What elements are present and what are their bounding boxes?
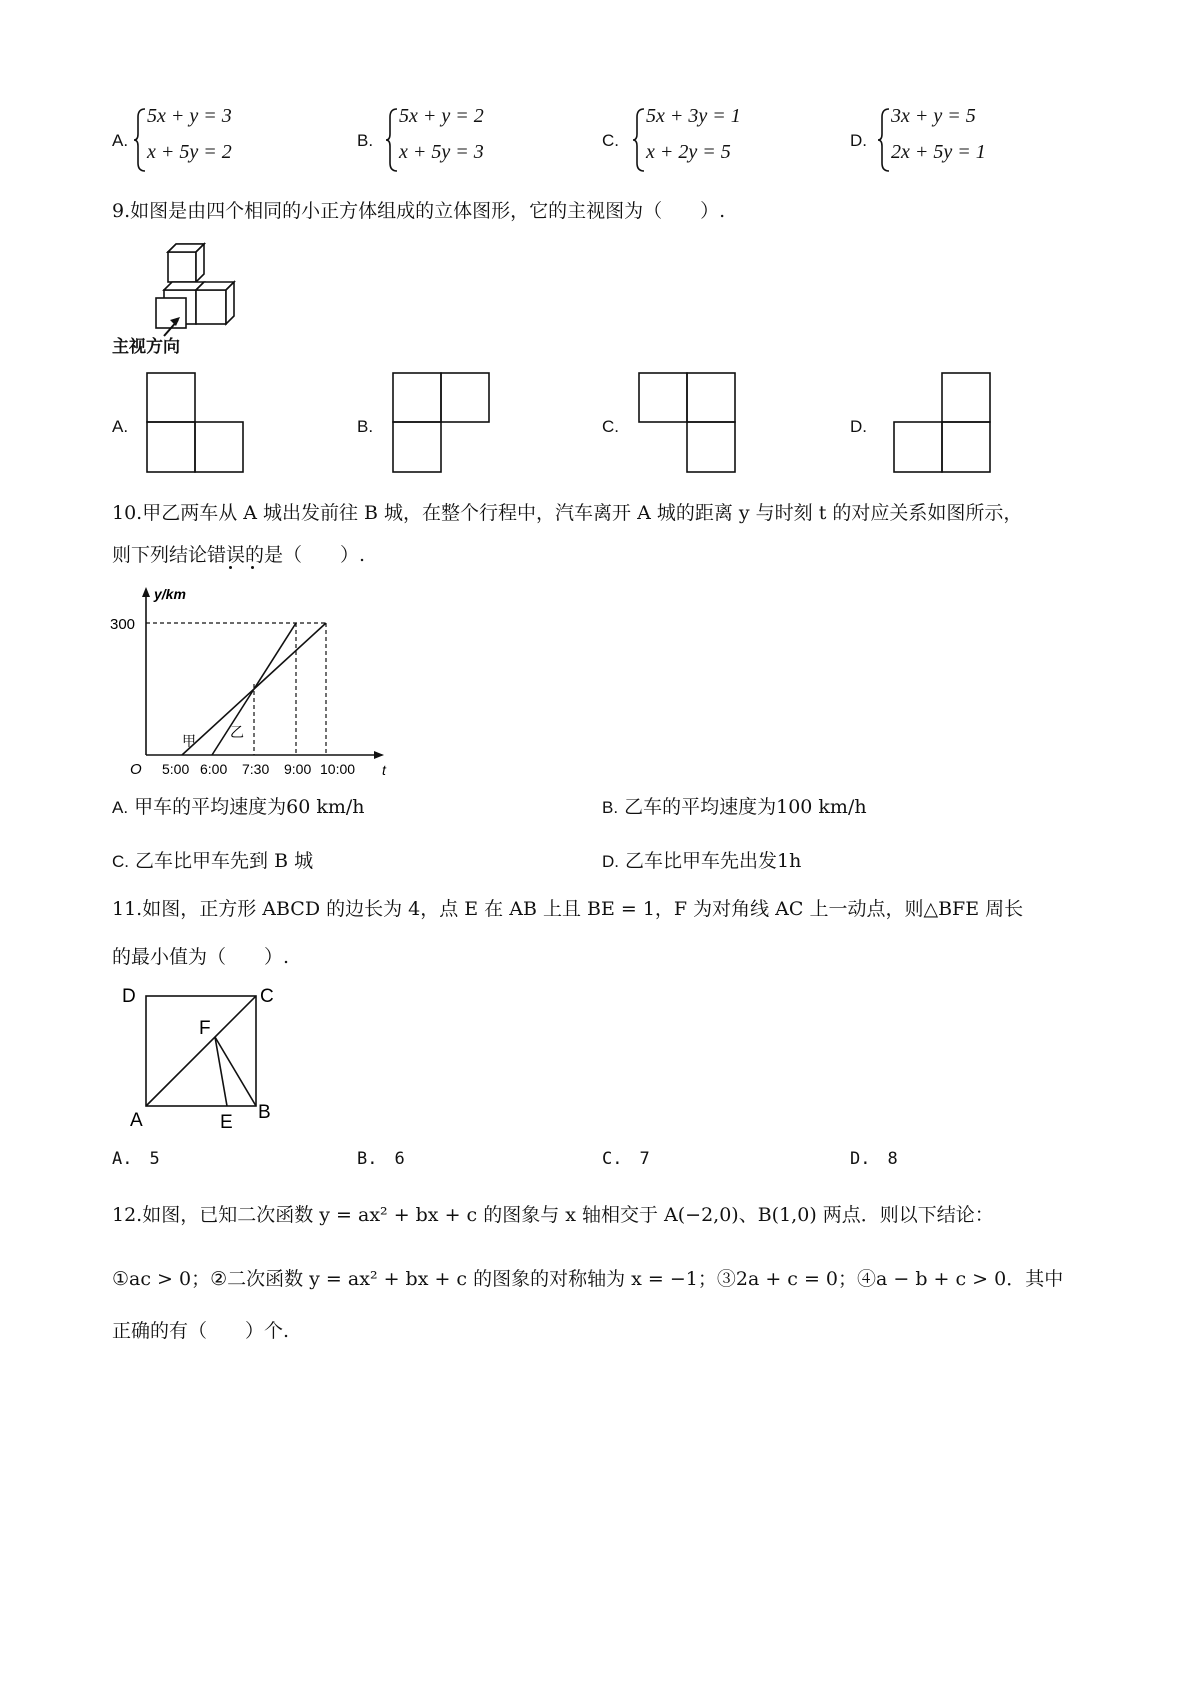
q11-option-d: D. 8 — [850, 1149, 898, 1169]
q10-option-a — [112, 794, 365, 821]
label-a: A — [130, 1110, 143, 1131]
q8-option-c-label: C. — [602, 131, 619, 150]
q11-stem-line1: 11.如图，正方形 ABCD 的边长为 4，点 E 在 AB 上且 BE = 1，F 为对角线 AC 上一动点，则△BFE 周长 — [112, 898, 1024, 920]
q12-stem-line2: ①ac > 0；②二次函数 y = ax² + bx + c 的图象的对称轴为 x = −1；③2a + c = 0；④a − b + c > 0．其中 — [112, 1268, 1064, 1290]
label-e: E — [220, 1112, 233, 1132]
x-axis-label: t — [382, 762, 386, 775]
q8-option-c-eq2: x + 2y = 5 — [646, 141, 731, 163]
q9-option-a-figure — [146, 372, 244, 474]
emphasis-dot — [251, 566, 254, 569]
q9-option-b-label: B. — [357, 417, 374, 436]
q10-option-d-label: D. — [602, 852, 619, 871]
q11-square-figure — [112, 980, 282, 1132]
q10-option-c-text: 乙车比甲车先到 B 城 — [135, 850, 314, 872]
q8-option-b-eq2: x + 5y = 3 — [399, 141, 484, 163]
origin-label: O — [130, 761, 142, 775]
q9-option-a-label: A. — [112, 417, 129, 436]
x-tick-2: 6:00 — [200, 761, 228, 775]
line-jia-label: 甲 — [182, 733, 196, 749]
q8-option-d-eq1: 3x + y = 5 — [891, 105, 976, 127]
q11-option-c: C. 7 — [602, 1149, 650, 1169]
q10-distance-time-graph — [110, 585, 390, 775]
q10-stem-line2: 则下列结论错误的是（ ）. — [112, 544, 366, 566]
q9-option-d-label: D. — [850, 417, 867, 436]
q8-option-a-eq2: x + 5y = 2 — [147, 141, 232, 163]
y-tick-300: 300 — [110, 616, 136, 633]
q9-option-c-label: C. — [602, 417, 619, 436]
q11-stem-line2: 的最小值为（ ）. — [112, 946, 290, 968]
x-tick-3: 7:30 — [242, 761, 270, 775]
line-yi-label: 乙 — [230, 724, 244, 740]
x-tick-4: 9:00 — [284, 761, 312, 775]
q10-option-a-label: A. — [112, 798, 129, 817]
y-axis-label: y/km — [154, 586, 186, 602]
label-b: B — [258, 1102, 271, 1123]
q9-stem: 9.如图是由四个相同的小正方体组成的立体图形，它的主视图为（ ）. — [112, 200, 726, 222]
q10-option-c-label: C. — [112, 852, 129, 871]
q8-option-b-eq1: 5x + y = 2 — [399, 105, 484, 127]
x-tick-5: 10:00 — [320, 761, 356, 775]
q8-option-b-label: B. — [357, 131, 374, 150]
label-c: C — [260, 986, 274, 1007]
q10-option-b-text: 乙车的平均速度为100 km/h — [624, 796, 867, 818]
q9-option-d-figure — [893, 372, 991, 474]
q8-option-d-label: D. — [850, 131, 867, 150]
q10-option-b — [602, 794, 867, 821]
q9-view-direction-label: 主视方向 — [112, 337, 180, 357]
q8-option-c-eq1: 5x + 3y = 1 — [646, 105, 741, 127]
q8-option-a-label: A. — [112, 131, 129, 150]
q12-stem-line1: 12.如图，已知二次函数 y = ax² + bx + c 的图象与 x 轴相交于 A(−2,0)、B(1,0) 两点．则以下结论： — [112, 1204, 994, 1226]
label-d: D — [122, 986, 136, 1007]
q10-stem-line1: 10.甲乙两车从 A 城出发前往 B 城，在整个行程中，汽车离开 A 城的距离 y 与时刻 t 的对应关系如图所示， — [112, 502, 1023, 524]
q8-option-a-eq1: 5x + y = 3 — [147, 105, 232, 127]
q10-option-d-text: 乙车比甲车先出发1h — [625, 850, 802, 872]
q10-option-d — [602, 848, 801, 875]
q11-option-b: B. 6 — [357, 1149, 405, 1169]
emphasis-dot — [229, 566, 232, 569]
q10-option-b-label: B. — [602, 798, 619, 817]
x-tick-1: 5:00 — [162, 761, 190, 775]
q9-option-c-figure — [638, 372, 736, 474]
q11-option-a: A. 5 — [112, 1149, 160, 1169]
q12-stem-line3: 正确的有（ ）个. — [112, 1320, 290, 1342]
q10-option-a-text: 甲车的平均速度为60 km/h — [134, 796, 365, 818]
q8-option-d-eq2: 2x + 5y = 1 — [891, 141, 986, 163]
q10-option-c — [112, 848, 313, 875]
q9-option-b-figure — [392, 372, 490, 474]
label-f: F — [199, 1018, 211, 1039]
